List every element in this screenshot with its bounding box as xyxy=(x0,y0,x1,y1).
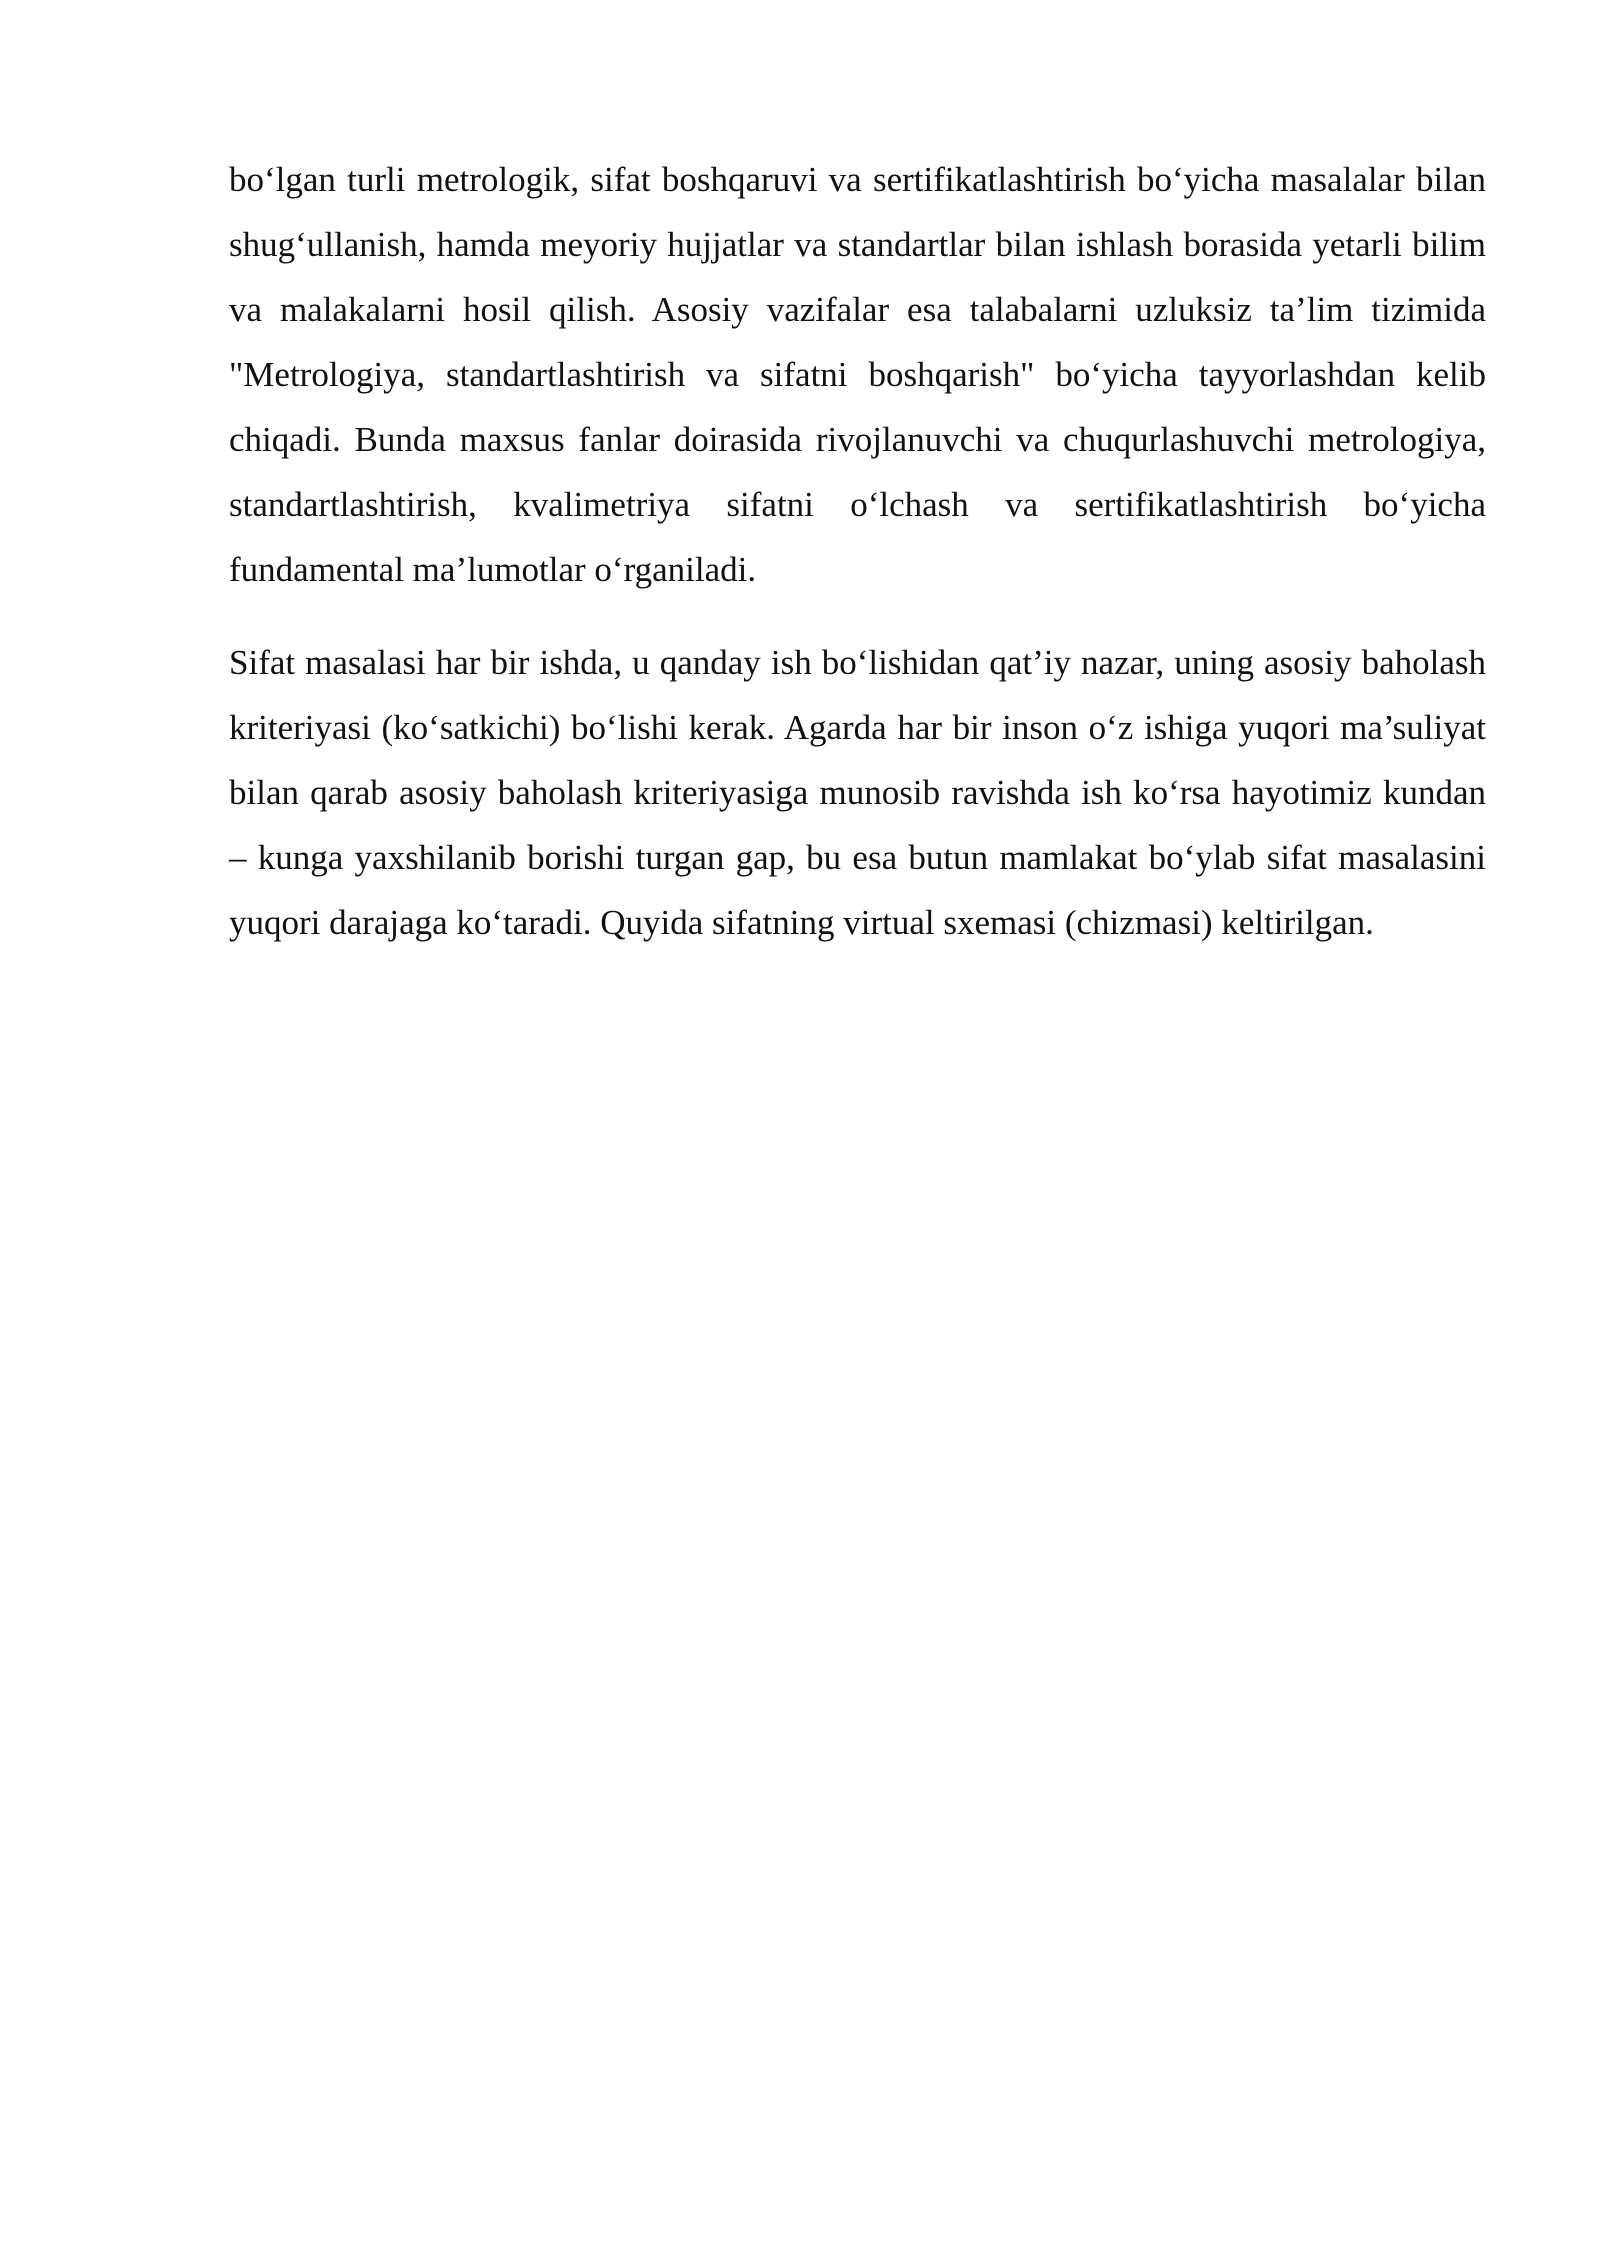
document-body xyxy=(229,147,1486,955)
paragraph-1: bo‘lgan turli metrologik, sifat boshqaruvi va sertifikatlashtirish bo‘yicha masalalar bilan shug‘ullanish, hamda meyoriy hujjatlar va standartlar bilan ishlash borasida yetarli bilim va malakalarni hosil qilish. Asosiy vazifalar esa talabalarni uzluksiz ta’lim tizimida "Metrologiya, standartlashtirish va sifatni boshqarish" bo‘yicha tayyorlashdan kelib chiqadi. Bunda maxsus fanlar doirasida rivojlanuvchi va chuqurlashuvchi metrologiya, standartlashtirish, kvalimetriya sifatni o‘lchash va sertifikatlashtirish bo‘yicha fundamental ma’lumotlar o‘rganiladi. xyxy=(229,160,1486,589)
paragraph-2: Sifat masalasi har bir ishda, u qanday ish bo‘lishidan qat’iy nazar, uning asosiy baholash kriteriyasi (ko‘satkichi) bo‘lishi kerak. Agarda har bir inson o‘z ishiga yuqori ma’suliyat bilan qarab asosiy baholash kriteriyasiga munosib ravishda ish ko‘rsa hayotimiz kundan – kunga yaxshilanib borishi turgan gap, bu esa butun mamlakat bo‘ylab sifat masalasini yuqori darajaga ko‘taradi. Quyida sifatning virtual sxemasi (chizmasi) keltirilgan. xyxy=(229,643,1486,942)
